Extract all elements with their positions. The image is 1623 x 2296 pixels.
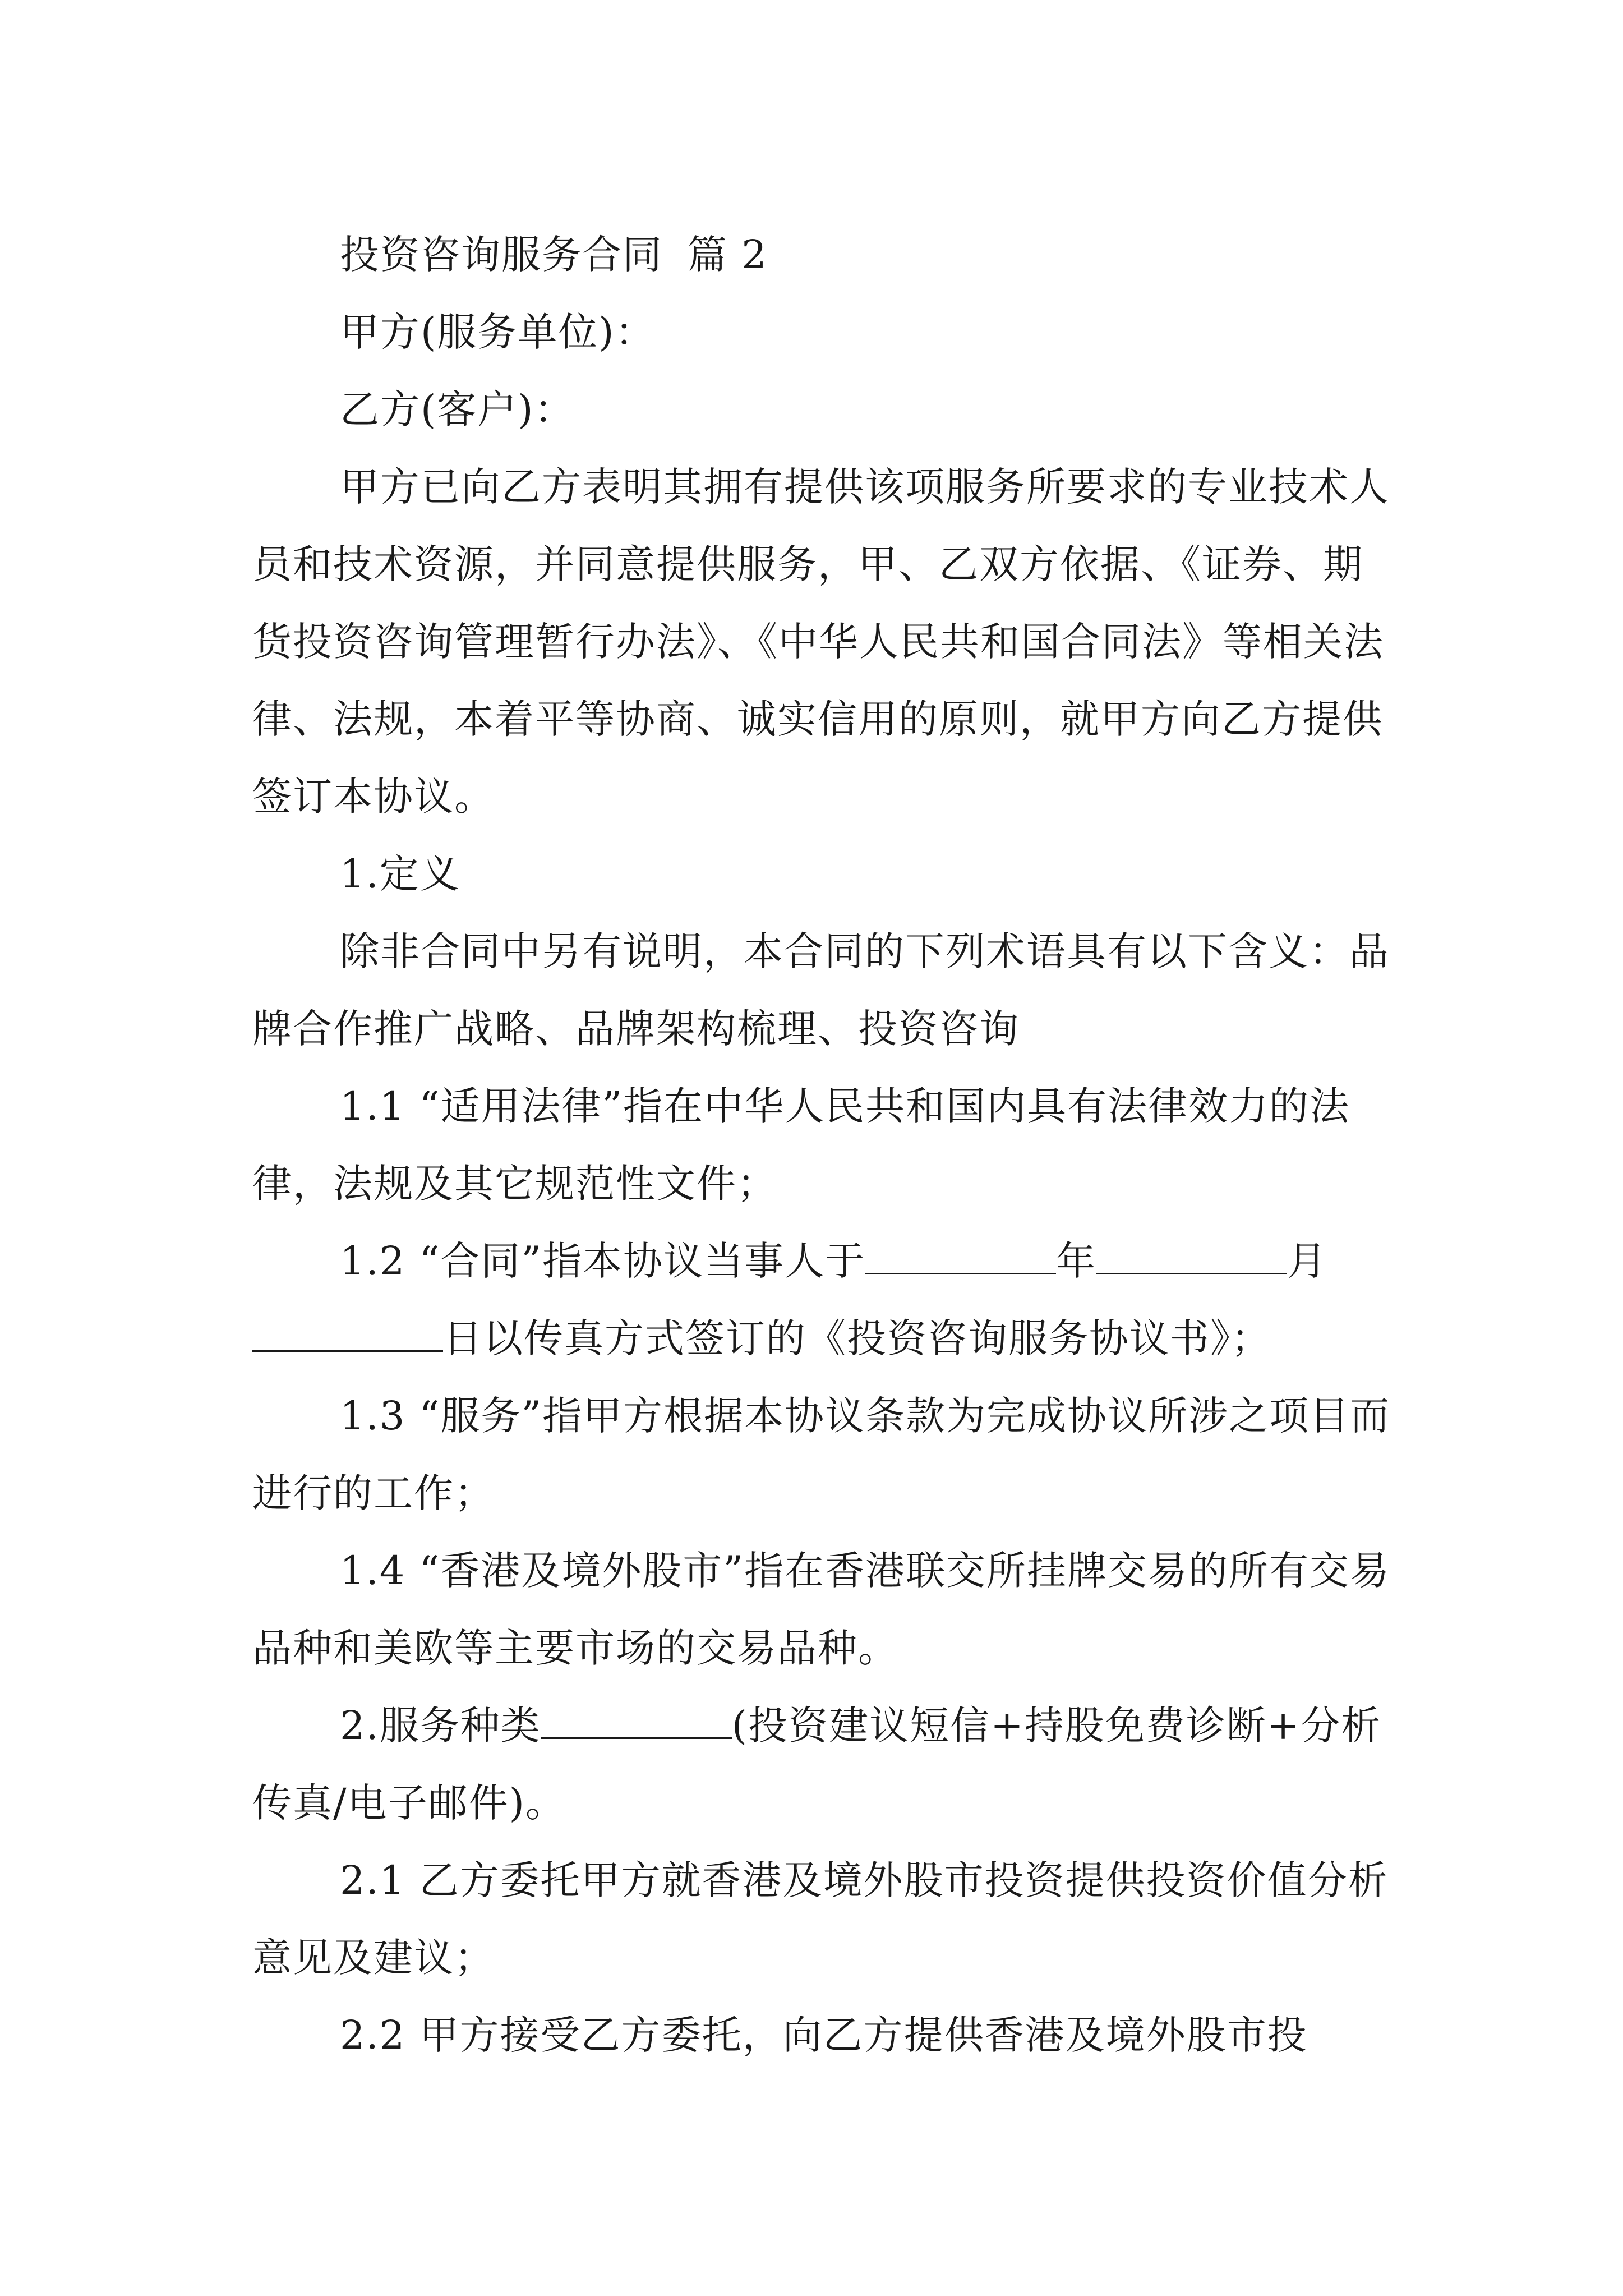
clause-1-2 xyxy=(252,1222,1391,1377)
section-1-heading: 1.定义 xyxy=(340,851,460,897)
blank-day-field[interactable] xyxy=(252,1317,443,1352)
party-b-line: 乙方(客户)： xyxy=(340,386,575,432)
year-label: 年 xyxy=(1056,1238,1097,1284)
document-title xyxy=(252,216,1391,293)
blank-year-field[interactable] xyxy=(865,1239,1056,1274)
clause-1-1: 1.1 “适用法律”指在中华人民共和国内具有法律效力的法律，法规及其它规范性文件； xyxy=(252,1083,1350,1207)
clause-1-4: 1.4 “香港及境外股市”指在香港联交所挂牌交易的所有交易品种和美欧等主要市场的交易品种。 xyxy=(252,1548,1391,1671)
intro-paragraph: 甲方已向乙方表明其拥有提供该项服务所要求的专业技术人员和技术资源，并同意提供服务，甲、乙双方依据、《证券、期货投资咨询管理暂行办法》、《中华人民共和国合同法》等相关法律、法规，本着平等协商、诚实信用的原则，就甲方向乙方提供签订本协议。 xyxy=(252,464,1390,820)
month-label: 月 xyxy=(1287,1238,1328,1284)
section-2-text-a: 2.服务种类 xyxy=(340,1703,541,1749)
document-body xyxy=(252,216,1391,2074)
title-text: 投资咨询服务合同 xyxy=(340,232,663,278)
clause-1-3: 1.3 “服务”指甲方根据本协议条款为完成协议所涉之项目而进行的工作； xyxy=(252,1393,1391,1516)
blank-month-field[interactable] xyxy=(1096,1239,1287,1274)
section-1-lead: 除非合同中另有说明，本合同的下列术语具有以下含义：品牌合作推广战略、品牌架构梳理、投资咨询 xyxy=(252,928,1390,1052)
section-2 xyxy=(252,1687,1391,1842)
blank-service-type-field[interactable] xyxy=(541,1704,732,1739)
clause-2-2: 2.2 甲方接受乙方委托，向乙方提供香港及境外股市投 xyxy=(340,2012,1308,2058)
clause-2-1: 2.1 乙方委托甲方就香港及境外股市投资提供投资价值分析意见及建议； xyxy=(252,1857,1389,1981)
party-a-line: 甲方(服务单位)： xyxy=(340,309,656,355)
clause-1-2-text-a: 1.2 “合同”指本协议当事人于 xyxy=(340,1238,866,1284)
section-2-text-b: (投资建议短信+持股免费诊断+分析传真/电子邮件)。 xyxy=(252,1703,1382,1826)
clause-1-2-text-b: 日以传真方式签订的《投资咨询服务协议书》； xyxy=(443,1315,1271,1361)
title-suffix: 篇 2 xyxy=(688,232,768,278)
